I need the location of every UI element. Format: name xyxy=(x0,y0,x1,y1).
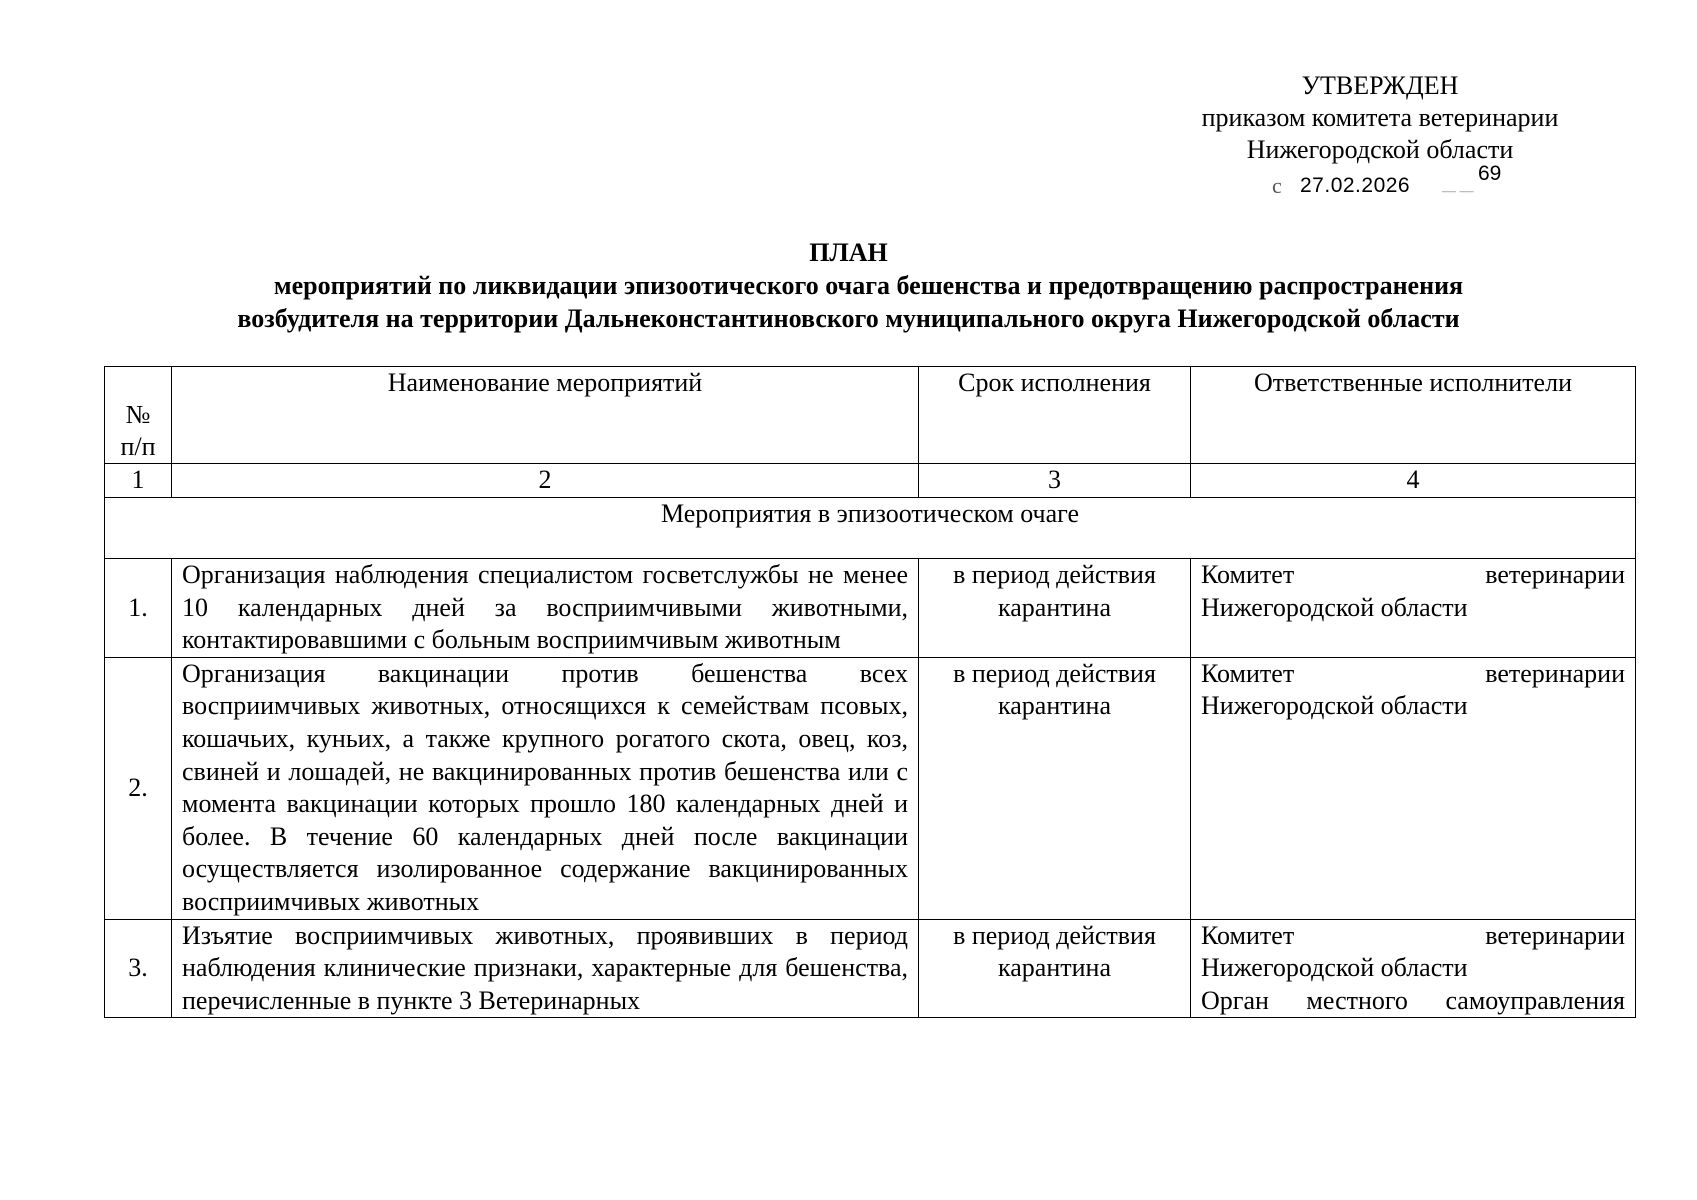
row-description xyxy=(172,919,919,1018)
approval-block xyxy=(1170,70,1590,198)
row-term-line: карантина xyxy=(998,691,1111,721)
approval-date-prefix: с xyxy=(1272,173,1282,198)
row-term xyxy=(919,657,1191,919)
approval-number-mark: — — xyxy=(1442,184,1474,199)
header-responsible: Ответственные исполнители xyxy=(1191,367,1636,464)
row-number: 1. xyxy=(105,559,172,658)
row-term-line: в период действия xyxy=(953,920,1156,950)
row-responsible-line: Комитет ветеринарии xyxy=(1201,658,1625,688)
row-description: Организация наблюдения специалистом госветслужбы не менее 10 календарных дней за восприимчивыми животными, контактировавшими с больным восприимчивым животным xyxy=(172,559,919,658)
row-responsible-line: Комитет ветеринарии xyxy=(1201,560,1625,589)
header-name: Наименование мероприятий xyxy=(172,367,919,464)
row-term-line: карантина xyxy=(998,592,1111,622)
section-row xyxy=(105,498,1636,559)
row-responsible-line: Нижегородской области xyxy=(1201,953,1468,983)
row-term-line: карантина xyxy=(998,953,1111,983)
plan-subtitle-line-1: мероприятий по ликвидации эпизоотического очага бешенства и предотвращению распространения xyxy=(273,271,1464,300)
row-term xyxy=(919,919,1191,1018)
approval-order-line: приказом комитета ветеринарии xyxy=(1201,103,1559,132)
column-index: 3 xyxy=(919,464,1191,498)
table-row xyxy=(105,657,1636,919)
plan-table xyxy=(104,366,1636,1018)
row-description-text: Изъятие восприимчивых животных, проявивших в период наблюдения клинические признаки, характерные для бешенства, перечисленные в пункте 3 Ветеринарных xyxy=(182,920,908,1015)
approval-date-line xyxy=(1170,162,1590,199)
section-title: Мероприятия в эпизоотическом очаге xyxy=(105,498,1636,559)
approval-heading: УТВЕРЖДЕН xyxy=(1301,71,1459,100)
header-num-label: п/п xyxy=(120,432,156,461)
header-num xyxy=(105,367,172,464)
plan-title: ПЛАН xyxy=(809,238,888,267)
plan-subtitle-line-2: возбудителя на территории Дальнеконстантиновского муниципального округа Нижегородской области xyxy=(237,304,1460,333)
row-responsible-line: Нижегородской области xyxy=(1201,691,1468,721)
table-row xyxy=(105,559,1636,658)
header-num-symbol: № xyxy=(125,400,151,429)
header-term: Срок исполнения xyxy=(919,367,1191,464)
row-responsible xyxy=(1191,919,1636,1018)
table-index-row xyxy=(105,464,1636,498)
table-row xyxy=(105,919,1636,1018)
row-responsible-line: Комитет ветеринарии xyxy=(1201,920,1625,950)
column-index: 1 xyxy=(105,464,172,498)
row-term-line: в период действия xyxy=(953,560,1156,589)
row-responsible xyxy=(1191,657,1636,919)
approval-number: 69 xyxy=(1478,162,1502,185)
table-header-row xyxy=(105,367,1636,464)
approval-date: 27.02.2026 xyxy=(1300,174,1411,197)
column-index: 2 xyxy=(172,464,919,498)
row-responsible-line: Орган местного самоуправления xyxy=(1201,985,1625,1015)
row-number: 2. xyxy=(105,657,172,919)
approval-region-line: Нижегородской области xyxy=(1246,135,1514,164)
row-description: Организация вакцинации против бешенства всех восприимчивых животных, относящихся к семействам псовых, кошачьих, куньих, а также крупного рогатого скота, овец, коз, свиней и лошадей, не вакцинированных против бешенства или с момента вакцинации которых прошло 180 календарных дней и более. В течение 60 календарных дней после вакцинации осуществляется изолированное содержание вакцинированных восприимчивых животных xyxy=(172,657,919,919)
row-term xyxy=(919,559,1191,658)
row-responsible-line: Нижегородской области xyxy=(1201,592,1468,622)
row-term-line: в период действия xyxy=(953,658,1156,688)
row-responsible xyxy=(1191,559,1636,658)
column-index: 4 xyxy=(1191,464,1636,498)
row-number: 3. xyxy=(105,919,172,1018)
